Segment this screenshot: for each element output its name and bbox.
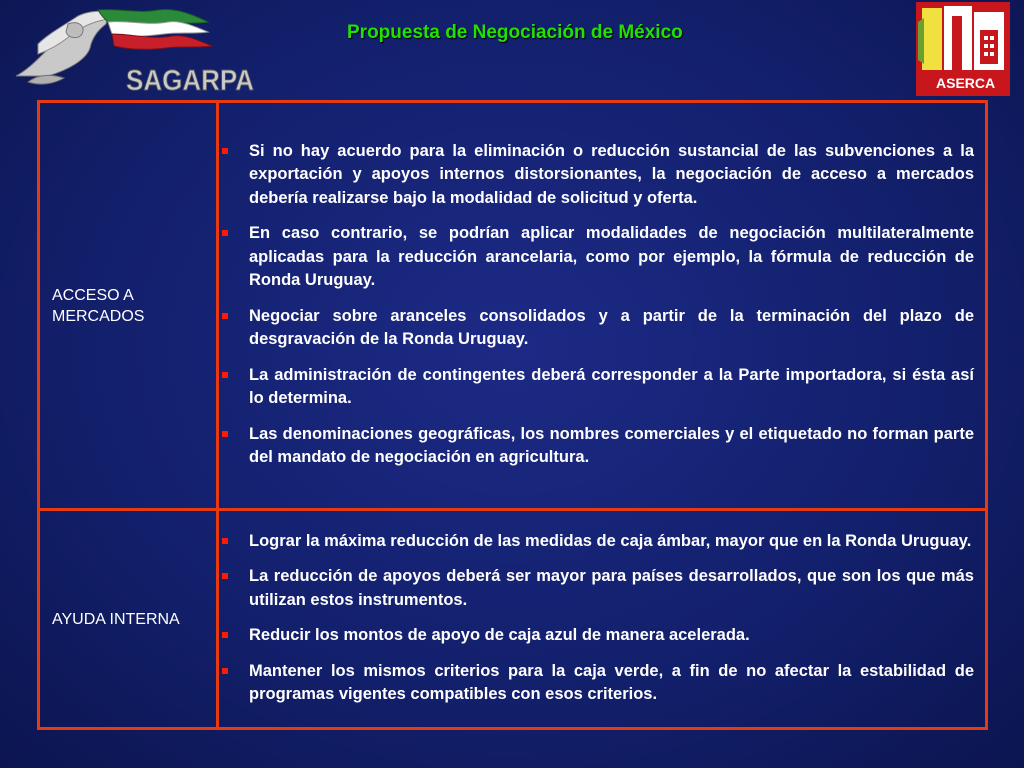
list-item: Si no hay acuerdo para la eliminación o reducción sustancial de las subvenciones a la exportación y apoyos internos distorsionantes, la negociación de acceso a mercados debería realizarse bajo la modalidad de solicitud y oferta. — [249, 140, 974, 211]
list-item: Lograr la máxima reducción de las medidas de caja ámbar, mayor que en la Ronda Uruguay. — [249, 530, 974, 554]
row-label-text: AYUDA INTERNA — [52, 610, 180, 628]
row-content — [218, 510, 987, 729]
table-row — [39, 102, 987, 510]
list-item: La administración de contingentes deberá corresponder a la Parte importadora, si ésta así lo determina. — [249, 364, 974, 411]
list-item: La reducción de apoyos deberá ser mayor para países desarrollados, que son los que más utilizan estos instrumentos. — [249, 565, 974, 612]
bullet-list — [249, 140, 974, 470]
page-title: Propuesta de Negociación de México — [347, 22, 683, 43]
row-label — [39, 510, 218, 729]
negotiation-table — [37, 100, 988, 730]
row-content — [218, 102, 987, 510]
bullet-list — [249, 530, 974, 707]
aserca-label: ASERCA — [936, 75, 996, 91]
list-item: En caso contrario, se podrían aplicar modalidades de negociación multilateralmente aplicadas para la reducción arancelaria, como por ejemplo, la fórmula de reducción de Ronda Uruguay. — [249, 222, 974, 293]
sagarpa-logo — [8, 4, 255, 97]
row-label — [39, 102, 218, 510]
table-row — [39, 510, 987, 729]
list-item: Negociar sobre aranceles consolidados y a partir de la terminación del plazo de desgravación de la Ronda Uruguay. — [249, 305, 974, 352]
list-item: Las denominaciones geográficas, los nombres comerciales y el etiquetado no forman parte del mandato de negociación en agricultura. — [249, 423, 974, 470]
row-label-text: ACCESO A MERCADOS — [52, 286, 145, 325]
list-item: Mantener los mismos criterios para la caja verde, a fin de no afectar la estabilidad de programas vigentes compatibles con esos criterios. — [249, 660, 974, 707]
sagarpa-wordmark: SAGARPA — [126, 63, 255, 97]
list-item: Reducir los montos de apoyo de caja azul de manera acelerada. — [249, 624, 974, 648]
